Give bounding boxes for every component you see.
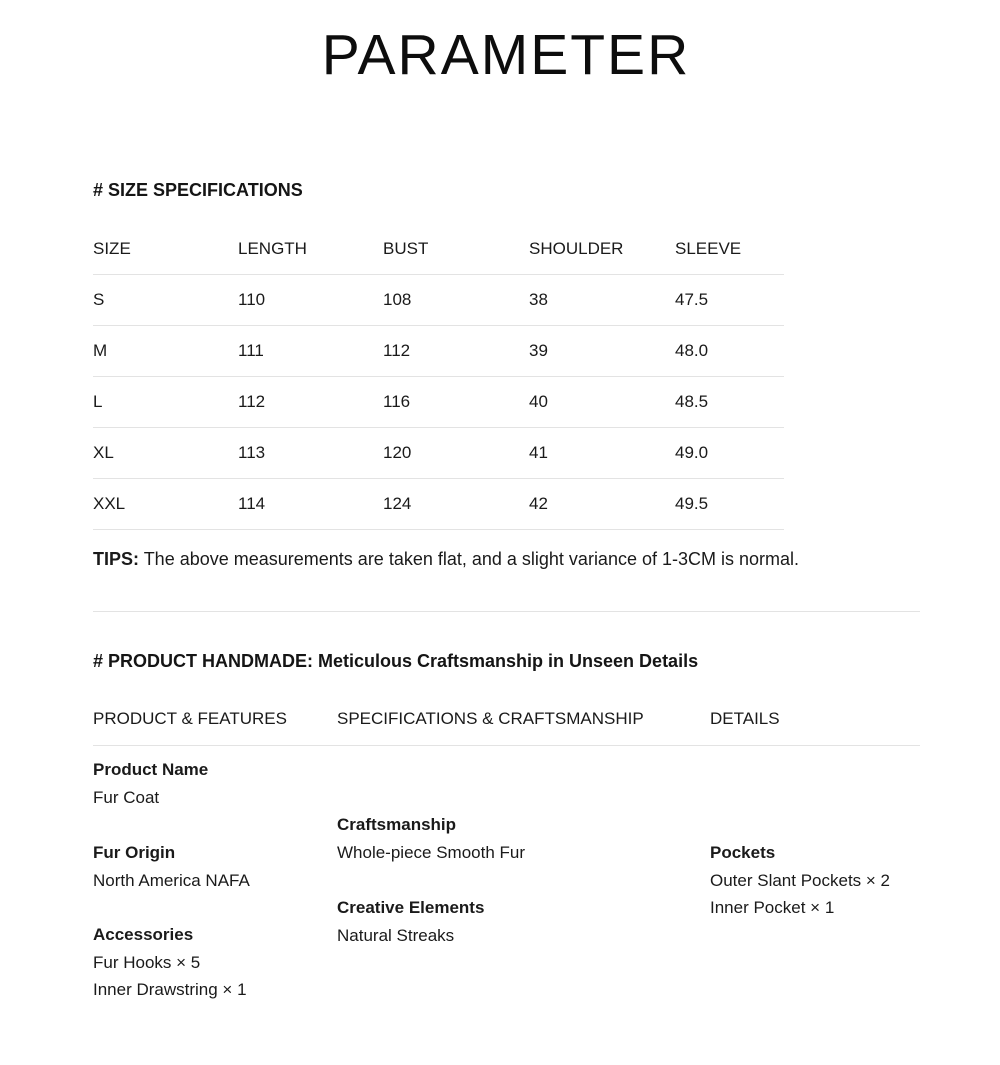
table-row <box>93 275 784 326</box>
size-table <box>93 224 784 530</box>
size-cell: M <box>93 326 238 377</box>
sleeve-cell: 48.0 <box>675 326 784 377</box>
length-cell: 114 <box>238 479 383 530</box>
shoulder-cell: 41 <box>529 428 675 479</box>
column-header-product-features: PRODUCT & FEATURES <box>93 709 287 728</box>
size-cell: XXL <box>93 479 238 530</box>
pockets-value-inner: Inner Pocket × 1 <box>710 898 835 917</box>
length-cell: 112 <box>238 377 383 428</box>
shoulder-cell: 42 <box>529 479 675 530</box>
pockets-value-outer: Outer Slant Pockets × 2 <box>710 870 891 890</box>
pockets-label: Pockets <box>710 843 776 862</box>
tips-label: TIPS: <box>93 549 140 569</box>
fur-origin-label: Fur Origin <box>93 843 176 862</box>
table-row <box>93 326 784 377</box>
sleeve-cell: 49.5 <box>675 479 784 530</box>
size-cell: L <box>93 377 238 428</box>
section-divider <box>93 611 920 612</box>
table-row <box>93 428 784 479</box>
page-title: PARAMETER <box>321 23 691 87</box>
accessories-block <box>93 921 247 1004</box>
table-row <box>93 479 784 530</box>
length-cell: 113 <box>238 428 383 479</box>
product-name-value: Fur Coat <box>93 787 160 807</box>
column-header-sleeve: SLEEVE <box>675 224 784 275</box>
accessories-value-hooks: Fur Hooks × 5 <box>93 952 201 972</box>
fur-origin-block <box>93 839 250 894</box>
column-header-length: LENGTH <box>238 224 383 275</box>
sleeve-cell: 49.0 <box>675 428 784 479</box>
size-table-header-row <box>93 224 784 275</box>
column-header-bust: BUST <box>383 224 529 275</box>
shoulder-cell: 38 <box>529 275 675 326</box>
column-header-size: SIZE <box>93 224 238 275</box>
bust-cell: 116 <box>383 377 529 428</box>
bust-cell: 120 <box>383 428 529 479</box>
creative-elements-label: Creative Elements <box>337 898 485 917</box>
pockets-block <box>710 839 890 922</box>
shoulder-cell: 40 <box>529 377 675 428</box>
length-cell: 110 <box>238 275 383 326</box>
column-header-details: DETAILS <box>710 709 780 728</box>
craftsmanship-block <box>337 811 525 866</box>
craftsmanship-label: Craftsmanship <box>337 815 457 834</box>
accessories-label: Accessories <box>93 925 194 944</box>
size-cell: XL <box>93 428 238 479</box>
bust-cell: 124 <box>383 479 529 530</box>
accessories-value-drawstring: Inner Drawstring × 1 <box>93 980 247 999</box>
product-name-label: Product Name <box>93 760 209 779</box>
craftsmanship-value: Whole-piece Smooth Fur <box>337 842 526 862</box>
sleeve-cell: 47.5 <box>675 275 784 326</box>
shoulder-cell: 39 <box>529 326 675 377</box>
size-cell: S <box>93 275 238 326</box>
product-handmade-heading: # PRODUCT HANDMADE: Meticulous Craftsmanship in Unseen Details <box>93 651 699 671</box>
column-header-specifications-craftsmanship: SPECIFICATIONS & CRAFTSMANSHIP <box>337 709 644 728</box>
bust-cell: 108 <box>383 275 529 326</box>
product-name-block <box>93 756 208 811</box>
size-specifications-heading: # SIZE SPECIFICATIONS <box>93 180 303 200</box>
creative-elements-value: Natural Streaks <box>337 925 455 945</box>
sleeve-cell: 48.5 <box>675 377 784 428</box>
fur-origin-value: North America NAFA <box>93 870 250 890</box>
length-cell: 111 <box>238 326 383 377</box>
tips-note <box>93 549 799 570</box>
column-header-shoulder: SHOULDER <box>529 224 675 275</box>
tips-text: The above measurements are taken flat, and a slight variance of 1-3CM is normal. <box>139 549 800 569</box>
creative-elements-block <box>337 894 484 949</box>
bust-cell: 112 <box>383 326 529 377</box>
craft-header-divider <box>93 745 920 746</box>
table-row <box>93 377 784 428</box>
